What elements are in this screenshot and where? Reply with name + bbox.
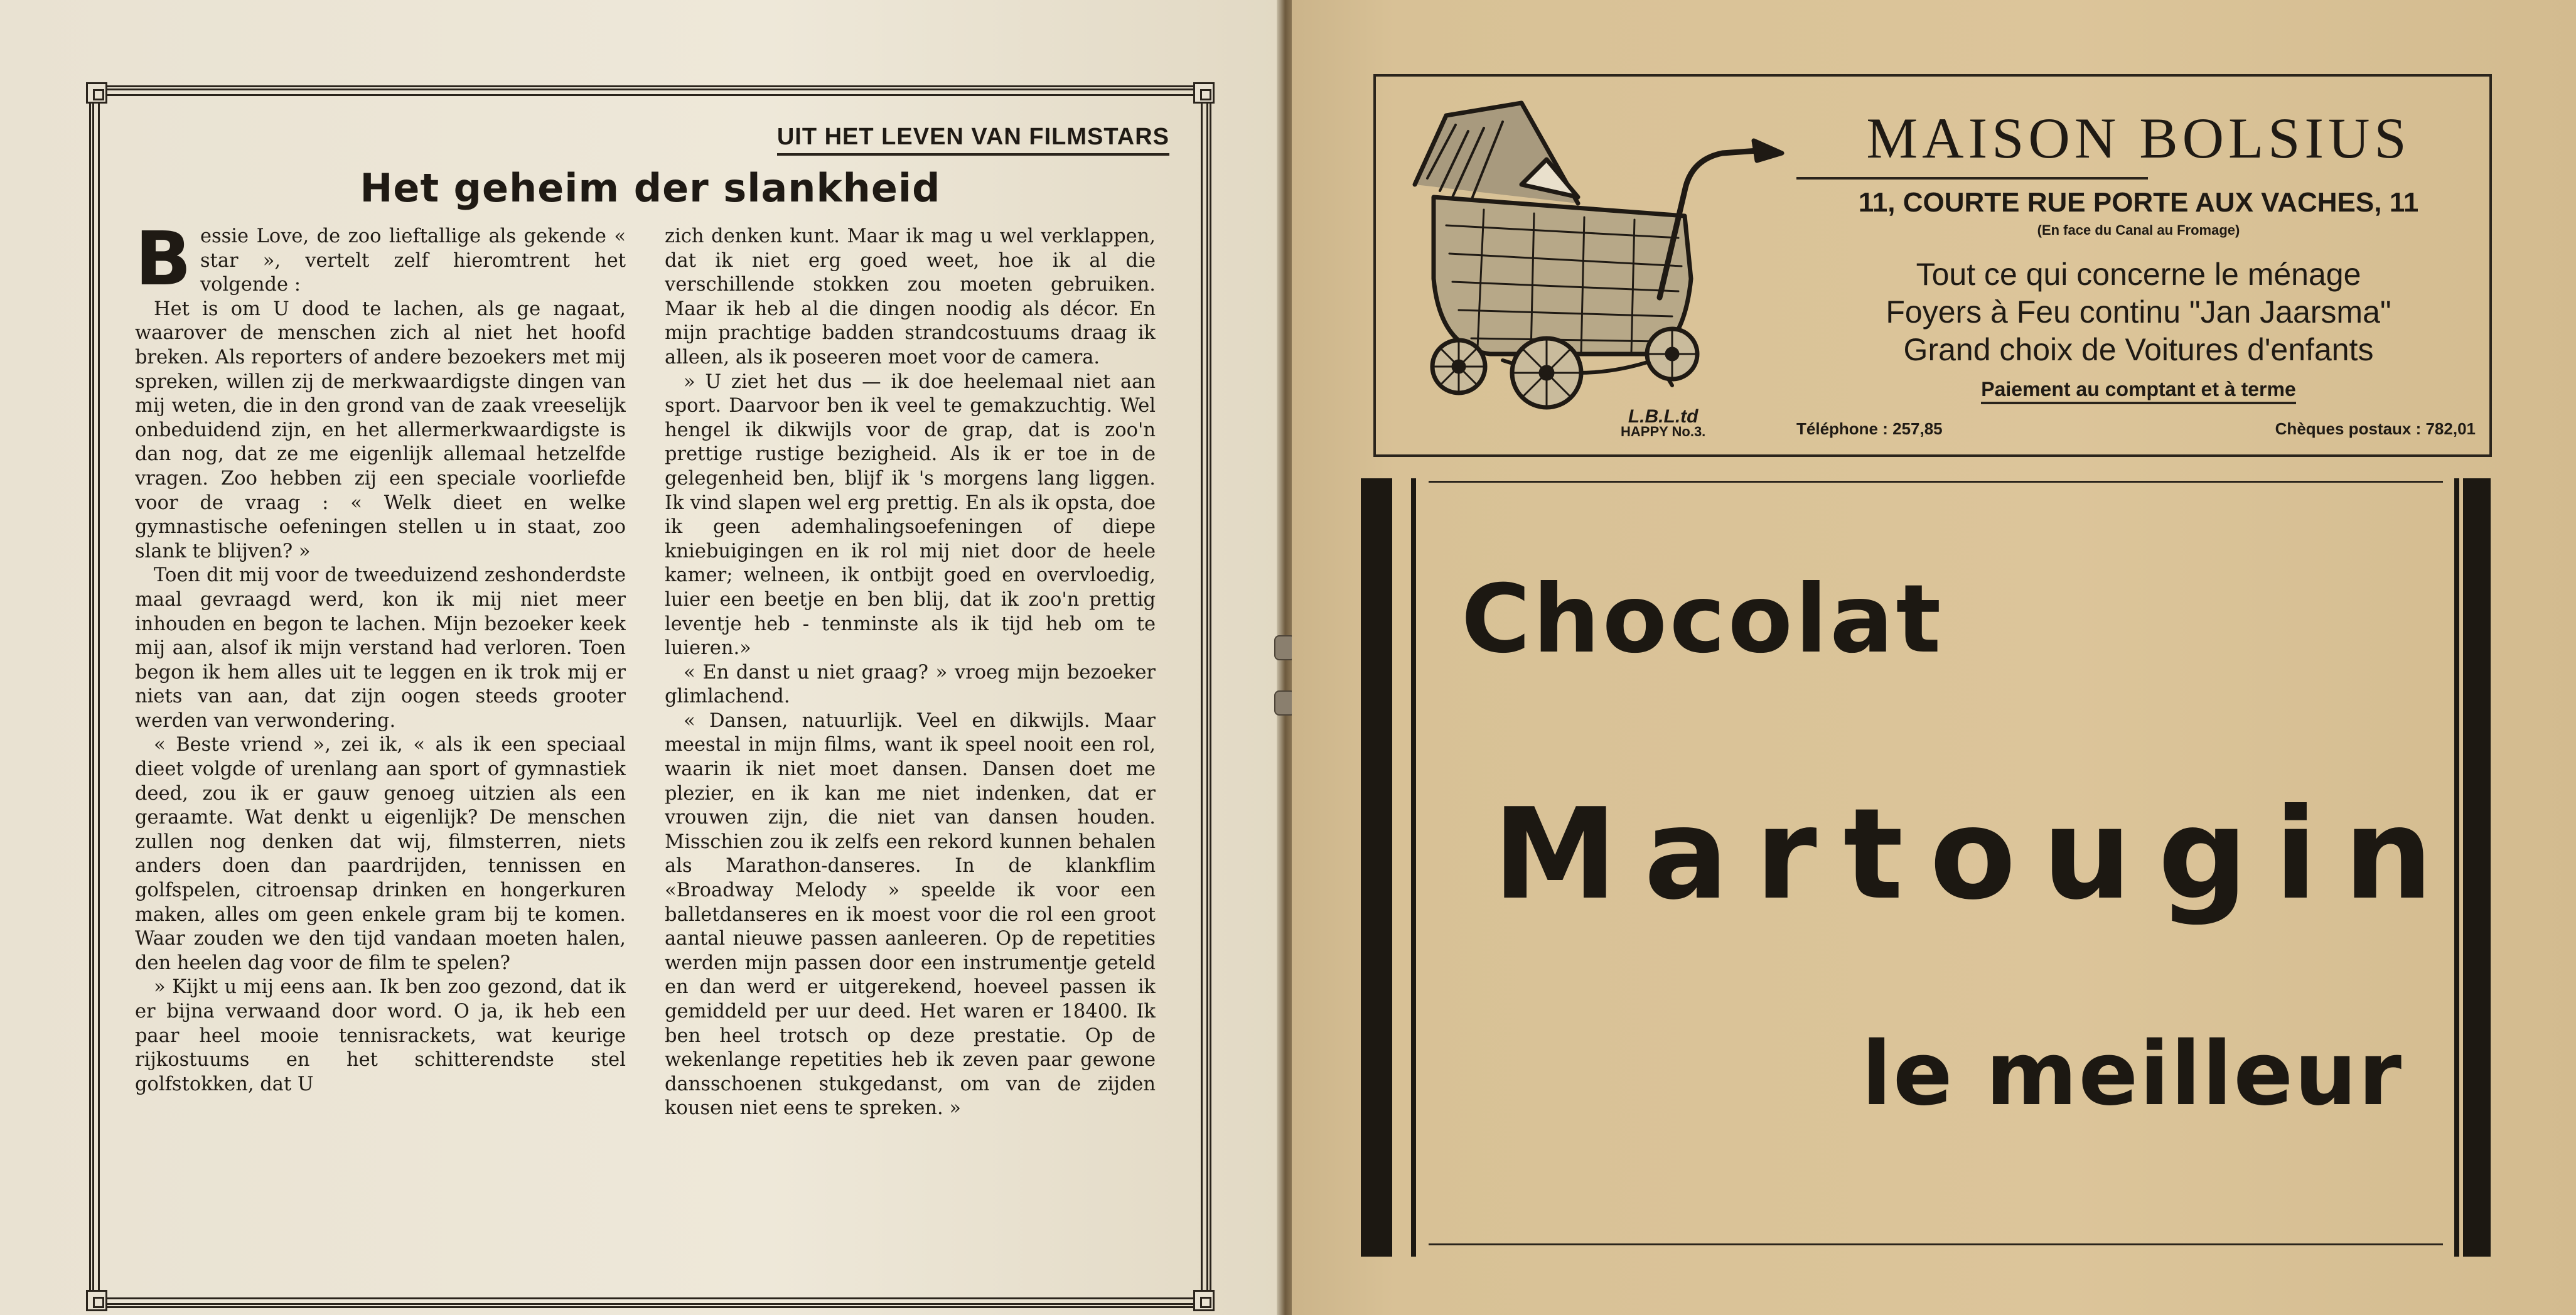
article-frame — [98, 94, 1203, 1299]
shop-address: 11, COURTE RUE PORTE AUX VACHES, 11 — [1858, 187, 2419, 218]
ad-line-chocolat: Chocolat — [1461, 565, 1944, 674]
frame-corner-ornament — [1193, 1290, 1215, 1311]
drop-cap: B — [135, 225, 191, 302]
pram-maker-mark: L.B.L.td HAPPY No.3. — [1621, 406, 1706, 439]
frame-corner-ornament — [86, 82, 107, 104]
left-page — [0, 0, 1280, 1315]
border-bar — [2463, 478, 2491, 1257]
frame-corner-ornament — [86, 1290, 107, 1311]
postal-account: Chèques postaux : 782,01 — [2275, 419, 2476, 438]
bolsius-advertisement — [1373, 74, 2492, 457]
article-paragraph: Bessie Love, de zoo lieftallige als gekende « star », vertelt zelf hieromtrent het volgende : — [135, 225, 626, 302]
divider — [1796, 177, 2148, 180]
article-paragraph: « Dansen, natuurlijk. Veel en dikwijls. Maar meestal in mijn films, want ik speel nooit een rol, waarin ik niet moet dansen. Dansen doet me plezier, en ik kan me niet indenken, dat er vrouwen zijn, die niet van dansen houden. Misschien zou ik zelfs een rekord kunnen behalen als Marathon-danseres. In de klankflim «Broadway Melody » speelde ik voor een balletdanseres en ik moest voor die rol een groot aantal nieuwe passen aanleeren. Op de repetities werden mijn passen door een instrumentje geteld en dan werd er uitgerekend, hoeveel passen ik gemiddeld per uur deed. Het waren er 18400. Ik ben heel trotsch op deze prestatie. Op de wekenlange repetities heb ik zeven paar gewone dansschoenen stukgedanst, om van de zijden kousen niet eens te spreken. » — [665, 709, 1156, 1120]
payment-terms: Paiement au comptant et à terme — [1790, 378, 2487, 401]
article-paragraph: Het is om U dood te lachen, als ge nagaat, waarover de menschen zich al niet het hoofd breken. Als reporters of andere bezoekers met mij spreken, willen zij de merkwaardigste dingen van mij weten, die in den grond van de zaak vreeselijk onbeduidend zijn, en het allermerkwaardigste is dan nog, dat ze me eigenlijk allemaal hetzelfde vragen. Zoo hebben zij een speciale voorliefde voor de vraag : « Welk dieet en welke gymnastische oefeningen stellen u in staat, zoo slank te blijven? » — [135, 298, 626, 562]
martougin-advertisement — [1361, 478, 2491, 1257]
address-note: (En face du Canal au Fromage) — [2037, 222, 2240, 238]
service-line: Foyers à Feu continu "Jan Jaarsma" — [1886, 294, 2391, 330]
article-headline: Het geheim der slankheid — [360, 165, 941, 211]
article-column-2 — [665, 225, 1156, 1285]
section-kicker: UIT HET LEVEN VAN FILMSTARS — [777, 124, 1169, 156]
article-paragraph: » Kijkt u mij eens aan. Ik ben zoo gezond, dat ik er bijna verwaand door word. O ja, ik heb een paar heel mooie tennisrackets, wat keurige rijkostuums en het schitterendste stel golfstokken, dat U — [135, 976, 626, 1095]
article-column-1 — [135, 225, 626, 1285]
shop-name: MAISON BOLSIUS — [1866, 106, 2411, 170]
ad-line-brand: Martougin — [1493, 781, 2460, 928]
article-paragraph: « Beste vriend », zei ik, « als ik een speciaal dieet volgde of urenlang aan sport of gymnastiek deed, zou ik er gauw genoeg uitzien als een geraamte. Wat denkt u eigenlijk? De menschen zullen nog denken dat wij, filmsterren, niets anders doen dan paardrijden, tennissen en golfspelen, citroensap drinken en hongerkuren maken, alles om geen enkele gram bij te komen. Waar zouden we den tijd vandaan moeten halen, den heelen dag voor de film te spelen? — [135, 734, 626, 974]
service-line: Grand choix de Voitures d'enfants — [1903, 332, 2374, 367]
article-paragraph: Toen dit mij voor de tweeduizend zeshonderdste maal gevraagd werd, kon ik mij niet meer inhouden en begon te lachen. Mijn bezoeker keek mij aan, alsof ik mijn verstand had verloren. Toen begon ik hem alles uit te leggen en ik trok mij er niets van aan, dat zijn oogen steeds grooter werden van verwondering. — [135, 564, 626, 732]
pram-illustration — [1390, 90, 1791, 417]
article-paragraph: zich denken kunt. Maar ik mag u wel verklappen, dat ik niet erg goed weet, hoe ik al die verschillende stokken zou moeten gebruiken. Maar ik heb al die dingen noodig als décor. En mijn prachtige badden strandcostuums draag ik alleen, als ik poseeren moet voor de camera. — [665, 225, 1156, 368]
ad-line-slogan: le meilleur — [1861, 1023, 2403, 1125]
article-paragraph: » U ziet het dus — ik doe heelemaal niet aan sport. Daarvoor ben ik veel te gemakzuchtig. Wel hengel ik dikwijls voor de grap, dat is zoo'n prettige rustige bezigheid. Als ik er toe in de gelegenheid ben, blijf ik 's morgens lang liggen. Ik vind slapen wel erg prettig. En als ik opsta, doe ik geen ademhalingsoefeningen of diepe kniebuigingen en ik rol mij niet door de heele kamer; welneen, ik ontbijt goed en overvloedig, luier een beetje en ben blij, dat ik zoo'n prettig leventje heb - tenminste als ik tijd heb om te luieren.» — [665, 370, 1156, 660]
service-line: Tout ce qui concerne le ménage — [1916, 257, 2361, 292]
bolsius-text-column — [1790, 77, 2487, 454]
border-bar — [1411, 478, 1416, 1257]
border-bar — [1361, 478, 1392, 1257]
phone-number: Téléphone : 257,85 — [1796, 419, 1943, 438]
frame-corner-ornament — [1193, 82, 1215, 104]
article-paragraph: « En danst u niet graag? » vroeg mijn bezoeker glimlachend. — [665, 661, 1156, 708]
